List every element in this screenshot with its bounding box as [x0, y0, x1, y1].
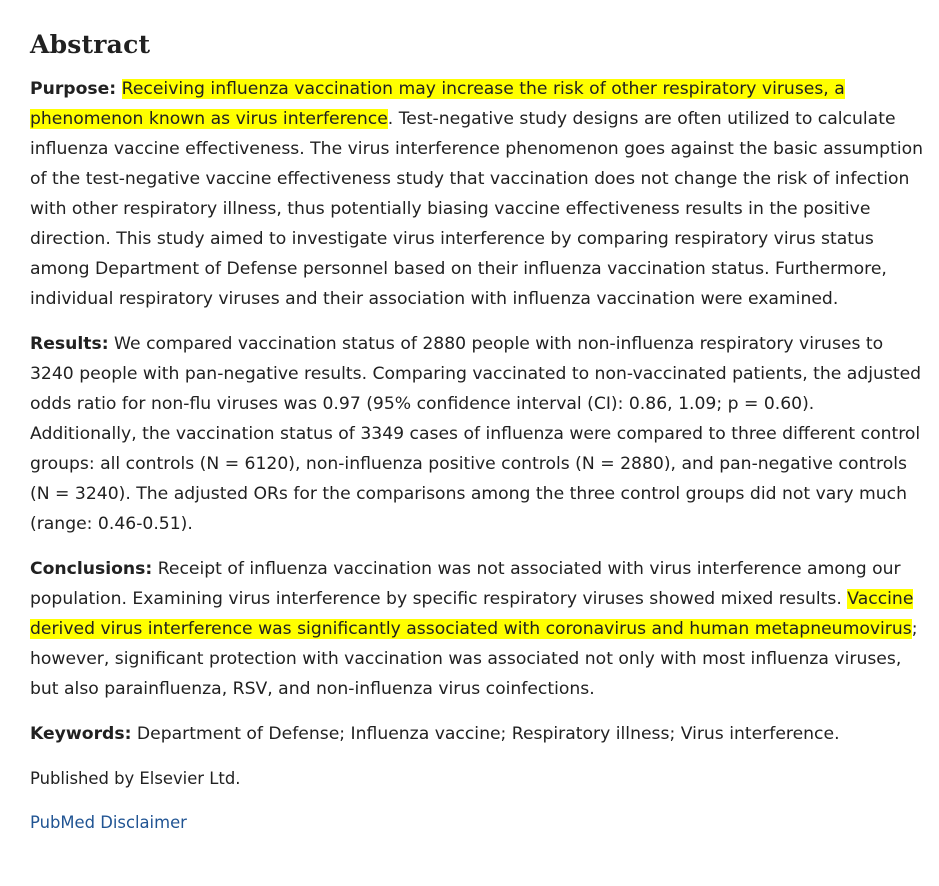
conclusions-text-after: ; however, significant protection with vaccination was associated not only with most influenza viruses, but also parainfluenza, RSV, and non-influenza virus coinfections. [30, 619, 918, 699]
conclusions-paragraph [30, 554, 926, 704]
publisher-note: Published by Elsevier Ltd. [30, 769, 241, 788]
purpose-label: Purpose: [30, 79, 117, 99]
purpose-highlight: Receiving influenza vaccination may increase the risk of other respiratory viruses, a phenomenon known as virus interference [30, 79, 845, 129]
conclusions-highlight: Vaccine derived virus interference was significantly associated with coronavirus and human metapneumovirus [30, 589, 914, 639]
keywords-text: Department of Defense; Influenza vaccine; Respiratory illness; Virus interference. [136, 724, 840, 744]
results-text: We compared vaccination status of 2880 people with non-influenza respiratory viruses to 3240 people with pan-negative results. Comparing vaccinated to non-vaccinated patients, the adjusted odds ratio for non-flu viruses was 0.97 (95% confidence interval (CI): 0.86, 1.09; p = 0.60). Additionally, the vaccination status of 3349 cases of influenza were compared to three different control groups: all controls (N = 6120), non-influenza positive controls (N = 2880), and pan-negative controls (N = 3240). The adjusted ORs for the comparisons among the three control groups did not vary much (range: 0.46-0.51). [30, 334, 922, 534]
purpose-text: . Test-negative study designs are often utilized to calculate influenza vaccine effectiveness. The virus interference phenomenon goes against the basic assumption of the test-negative vaccine effectiveness study that vaccination does not change the risk of infection with other respiratory illness, thus potentially biasing vaccine effectiveness results in the positive direction. This study aimed to investigate virus interference by comparing respiratory virus status among Department of Defense personnel based on their influenza vaccination status. Furthermore, individual respiratory viruses and their association with influenza vaccination were examined. [30, 109, 924, 309]
abstract-heading: Abstract [30, 30, 151, 59]
conclusions-text: Receipt of influenza vaccination was not associated with virus interference among our population. Examining virus interference by specific respiratory viruses showed mixed results. [30, 559, 901, 609]
results-paragraph [30, 329, 926, 539]
abstract-section [30, 28, 926, 838]
keywords-paragraph [30, 719, 926, 749]
results-label: Results: [30, 334, 109, 354]
pubmed-disclaimer-link[interactable]: PubMed Disclaimer [30, 813, 187, 832]
keywords-label: Keywords: [30, 724, 132, 744]
conclusions-label: Conclusions: [30, 559, 153, 579]
purpose-paragraph [30, 74, 926, 314]
